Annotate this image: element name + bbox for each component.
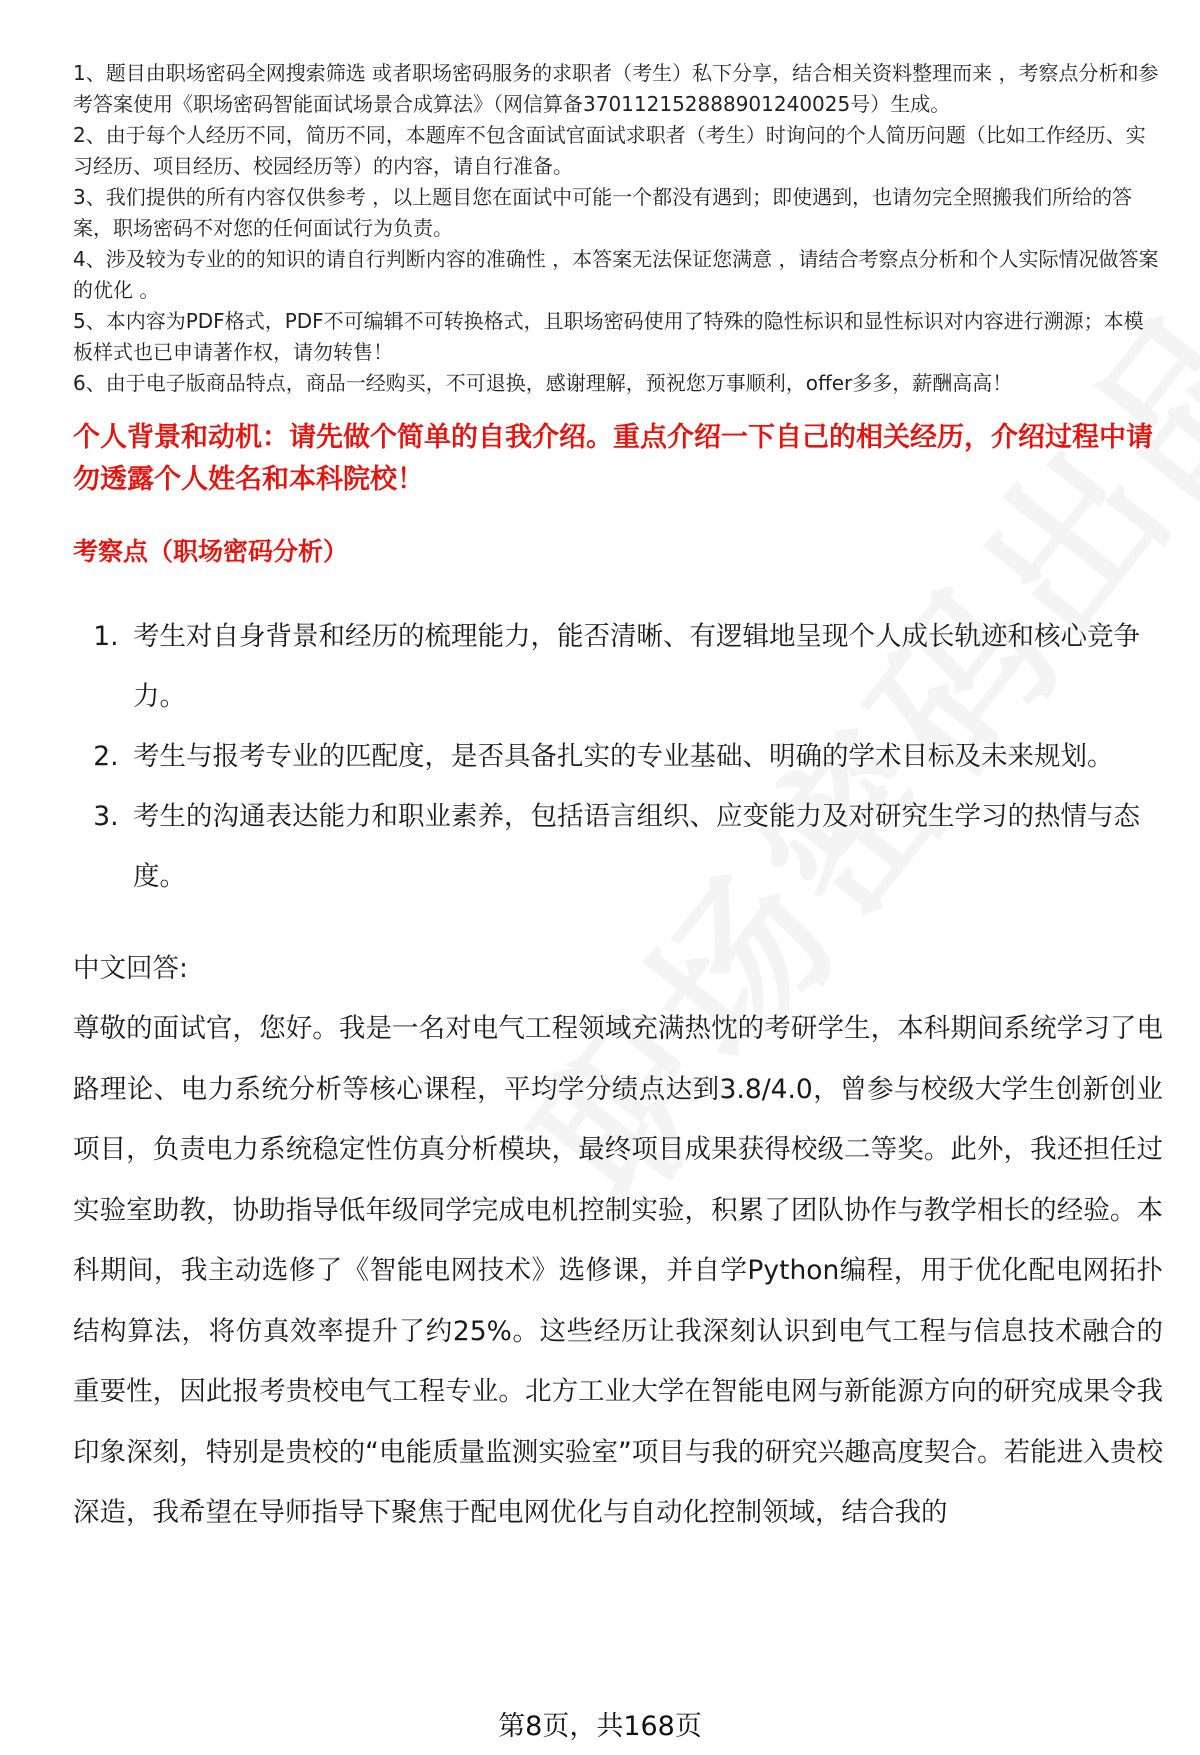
question-heading: 个人背景和动机：请先做个简单的自我介绍。重点介绍一下自己的相关经历，介绍过程中请勿透露个人姓名和本科院校！ xyxy=(73,422,1153,495)
note-item: 6、由于电子版商品特点，商品一经购买，不可退换，感谢理解，预祝您万事顺利，offer多多，薪酬高高！ xyxy=(73,371,1013,395)
analysis-points xyxy=(73,607,1163,907)
note-item: 3、我们提供的所有内容仅供参考 ，以上题目您在面试中可能一个都没有遇到；即使遇到，也请勿完全照搬我们所给的答案，职场密码不对您的任何面试行为负责。 xyxy=(73,185,1133,240)
analysis-heading: 考察点（职场密码分析） xyxy=(73,537,349,566)
note-item: 5、本内容为PDF格式，PDF不可编辑不可转换格式，且职场密码使用了特殊的隐性标识和显性标识对内容进行溯源；本模板样式也已申请著作权，请勿转售！ xyxy=(73,309,1144,364)
answer-label: 中文回答: xyxy=(73,953,188,984)
page-content xyxy=(73,58,1163,1604)
note-item: 4、涉及较为专业的的知识的请自行判断内容的准确性 ，本答案无法保证您满意 ，请结合考察点分析和个人实际情况做答案的优化 。 xyxy=(73,247,1159,302)
disclaimer-notes xyxy=(73,58,1163,399)
answer-text: 尊敬的面试官，您好。我是一名对电气工程领域充满热忱的考研学生，本科期间系统学习了电路理论、电力系统分析等核心课程，平均学分绩点达到3.8/4.0，曾参与校级大学生创新创业项目，负责电力系统稳定性仿真分析模块，最终项目成果获得校级二等奖。此外，我还担任过实验室助教，协助指导低年级同学完成电机控制实验，积累了团队协作与教学相长的经验。本科期间，我主动选修了《智能电网技术》选修课，并自学Python编程，用于优化配电网拓扑结构算法，将仿真效率提升了约25%。这些经历让我深刻认识到电气工程与信息技术融合的重要性，因此报考贵校电气工程专业。北方工业大学在智能电网与新能源方向的研究成果令我印象深刻，特别是贵校的“电能质量监测实验室”项目与我的研究兴趣高度契合。若能进入贵校深造，我希望在导师指导下聚焦于配电网优化与自动化控制领域，结合我的 xyxy=(73,1013,1163,1528)
analysis-point: 3. 考生的沟通表达能力和职业素养，包括语言组织、应变能力及对研究生学习的热情与态度。 xyxy=(127,787,1163,907)
note-item: 2、由于每个人经历不同，简历不同，本题库不包含面试官面试求职者（考生）时询问的个人简历问题（比如工作经历、实习经历、项目经历、校园经历等）的内容，请自行准备。 xyxy=(73,123,1146,178)
note-item: 1、题目由职场密码全网搜索筛选 或者职场密码服务的求职者（考生）私下分享，结合相关资料整理而来 ，考察点分析和参考答案使用《职场密码智能面试场景合成算法》（网信算备370112152888901240025号）生成。 xyxy=(73,61,1159,116)
analysis-point: 2. 考生与报考专业的匹配度，是否具备扎实的专业基础、明确的学术目标及未来规划。 xyxy=(127,727,1163,787)
page-number: 第8页，共168页 xyxy=(498,1711,702,1742)
analysis-point: 1. 考生对自身背景和经历的梳理能力，能否清晰、有逻辑地呈现个人成长轨迹和核心竞争力。 xyxy=(127,607,1163,727)
